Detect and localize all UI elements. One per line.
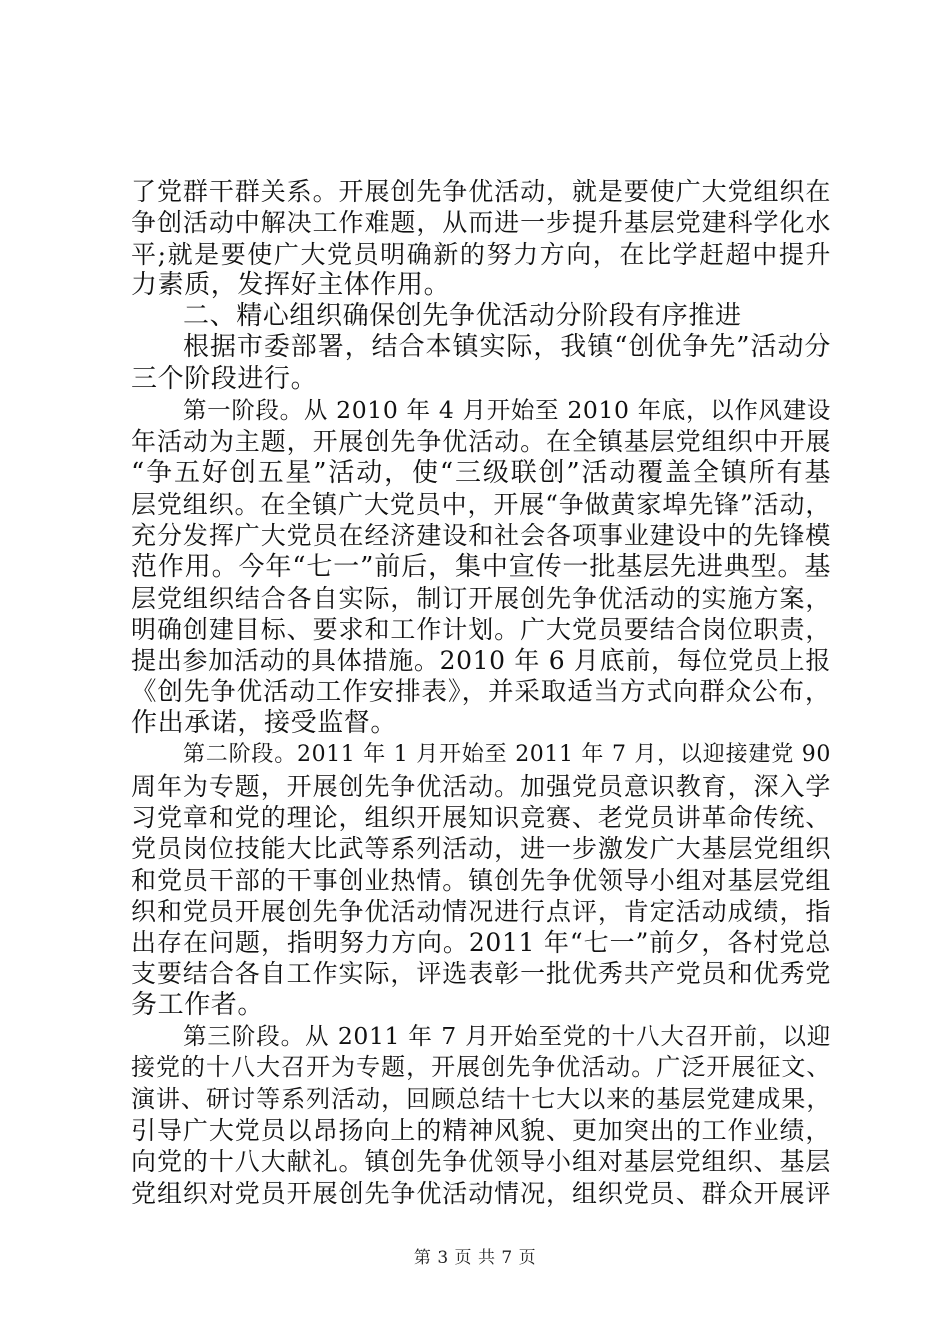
text-line: 出存在问题，指明努力方向。2011 年“七一”前夕，各村党总 <box>131 928 831 958</box>
text-line: 支要结合各自工作实际，评选表彰一批优秀共产党员和优秀党 <box>131 959 831 989</box>
text-line: 提出参加活动的具体措施。2010 年 6 月底前，每位党员上报 <box>131 646 831 676</box>
text-line: 第一阶段。从 2010 年 4 月开始至 2010 年底，以作风建设 <box>183 396 831 425</box>
text-line: 作出承诺，接受监督。 <box>131 708 398 739</box>
page-footer: 第 3 页 共 7 页 <box>413 1248 537 1268</box>
text-line: 三个阶段进行。 <box>131 363 318 394</box>
text-line: 层党组织结合各自实际，制订开展创先争优活动的实施方案， <box>131 583 831 613</box>
text-line: 明确创建目标、要求和工作计划。广大党员要结合岗位职责， <box>131 615 831 645</box>
text-line: 平;就是要使广大党员明确新的努力方向，在比学赶超中提升 <box>131 239 831 269</box>
text-line: 力素质，发挥好主体作用。 <box>131 269 451 300</box>
text-line: 第二阶段。2011 年 1 月开始至 2011 年 7 月，以迎接建党 90 <box>183 742 831 768</box>
text-line: 年活动为主题，开展创先争优活动。在全镇基层党组织中开展 <box>131 427 831 457</box>
text-line: 范作用。今年“七一”前后，集中宣传一批基层先进典型。基 <box>131 551 831 582</box>
text-line: 习党章和党的理论，组织开展知识竞赛、老党员讲革命传统、 <box>131 802 831 832</box>
text-line: 争创活动中解决工作难题，从而进一步提升基层党建科学化水 <box>131 208 831 238</box>
text-line: 周年为专题，开展创先争优活动。加强党员意识教育，深入学 <box>131 771 831 801</box>
text-line: 党组织对党员开展创先争优活动情况，组织党员、群众开展评 <box>131 1178 831 1208</box>
text-line: 织和党员开展创先争优活动情况进行点评，肯定活动成绩，指 <box>131 896 831 926</box>
text-line: 和党员干部的干事创业热情。镇创先争优领导小组对基层党组 <box>131 865 831 895</box>
text-line: 《创先争优活动工作安排表》，并采取适当方式向群众公布， <box>131 676 831 707</box>
text-line: 向党的十八大献礼。镇创先争优领导小组对基层党组织、基层 <box>131 1147 831 1177</box>
text-line: 演讲、研讨等系列活动，回顾总结十七大以来的基层党建成果， <box>131 1084 831 1113</box>
text-line: 层党组织。在全镇广大党员中，开展“争做黄家埠先锋”活动， <box>131 489 831 519</box>
document-body <box>131 176 831 1209</box>
text-line: 二、精心组织确保创先争优活动分阶段有序推进 <box>183 301 742 332</box>
text-line: 接党的十八大召开为专题，开展创先争优活动。广泛开展征文、 <box>131 1053 831 1082</box>
text-line: 务工作者。 <box>131 989 265 1020</box>
text-line: “争五好创五星”活动，使“三级联创”活动覆盖全镇所有基 <box>131 457 831 488</box>
text-line: 了党群干群关系。开展创先争优活动，就是要使广大党组织在 <box>131 177 831 206</box>
text-line: 充分发挥广大党员在经济建设和社会各项事业建设中的先锋模 <box>131 521 831 551</box>
text-line: 引导广大党员以昂扬向上的精神风貌、更加突出的工作业绩， <box>131 1115 831 1145</box>
text-line: 根据市委部署，结合本镇实际，我镇“创优争先”活动分 <box>183 332 831 363</box>
text-line: 第三阶段。从 2011 年 7 月开始至党的十八大召开前，以迎 <box>183 1022 831 1051</box>
text-line: 党员岗位技能大比武等系列活动，进一步激发广大基层党组织 <box>131 834 831 864</box>
